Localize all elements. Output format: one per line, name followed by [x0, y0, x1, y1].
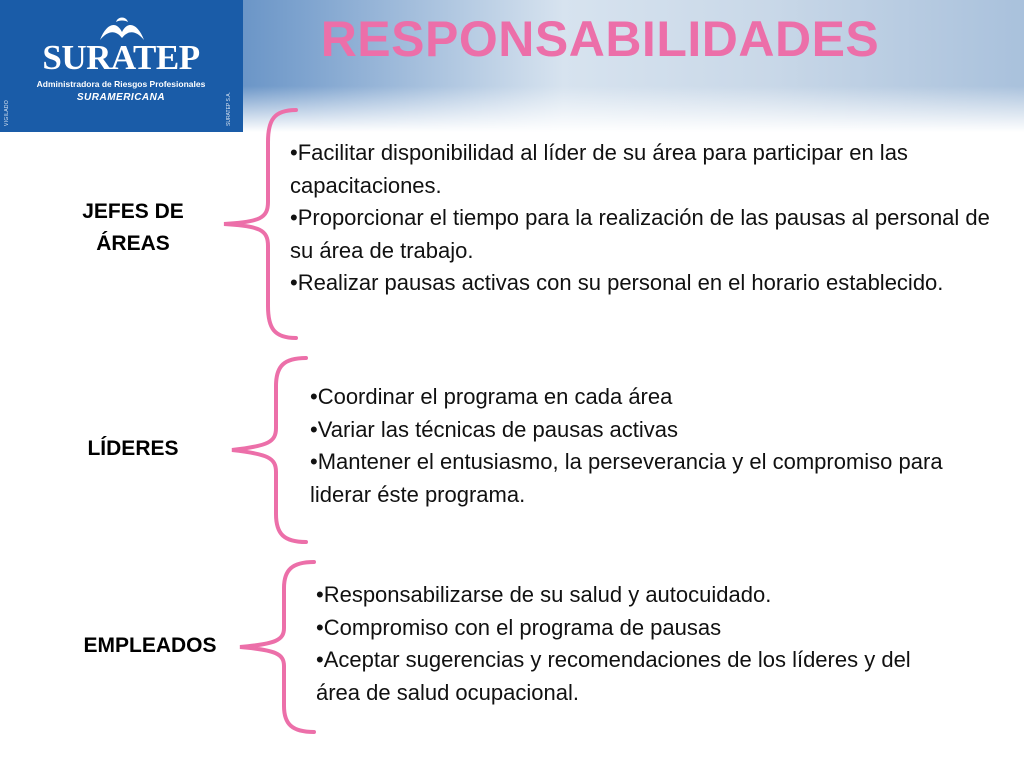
slide-title: RESPONSABILIDADES: [320, 11, 880, 67]
logo-subtitle: Administradora de Riesgos Profesionales: [36, 79, 206, 89]
bullet-list-lideres: [310, 381, 950, 511]
section-label-lideres: LÍDERES: [87, 437, 179, 460]
logo-brand: SURAMERICANA: [76, 92, 166, 103]
list-item: •Proporcionar el tiempo para la realización de las pausas al personal de su área de trabajo.: [290, 205, 990, 263]
logo-side-text-left: VIGILADO: [4, 99, 10, 126]
list-item: •Coordinar el programa en cada área: [310, 384, 673, 409]
logo-block: [0, 0, 243, 132]
list-item: •Variar las técnicas de pausas activas: [310, 416, 679, 442]
header-fade: [243, 86, 1024, 132]
bullet-list-jefes: [290, 137, 990, 300]
logo-side-text-right: SURATEP S.A.: [226, 92, 232, 126]
section-label-empleados: EMPLEADOS: [83, 634, 217, 657]
list-item: •Compromiso con el programa de pausas: [316, 614, 722, 640]
section-label-jefes: JEFES DE ÁREAS: [82, 200, 184, 255]
bullet-list-empleados: [316, 579, 956, 709]
list-item: •Responsabilizarse de su salud y autocuidado.: [316, 582, 772, 607]
list-item: •Facilitar disponibilidad al líder de su área para participar en las capacitaciones.: [290, 140, 908, 198]
brace-lideres: [222, 354, 312, 546]
list-item: •Mantener el entusiasmo, la perseverancia y el compromiso para liderar éste programa.: [310, 449, 943, 507]
brace-empleados: [230, 558, 320, 736]
list-item: •Aceptar sugerencias y recomendaciones de los líderes y del área de salud ocupacional.: [316, 647, 911, 705]
list-item: •Realizar pausas activas con su personal en el horario establecido.: [290, 270, 944, 295]
logo-name: SURATEP: [42, 38, 200, 77]
brace-jefes: [210, 106, 302, 342]
